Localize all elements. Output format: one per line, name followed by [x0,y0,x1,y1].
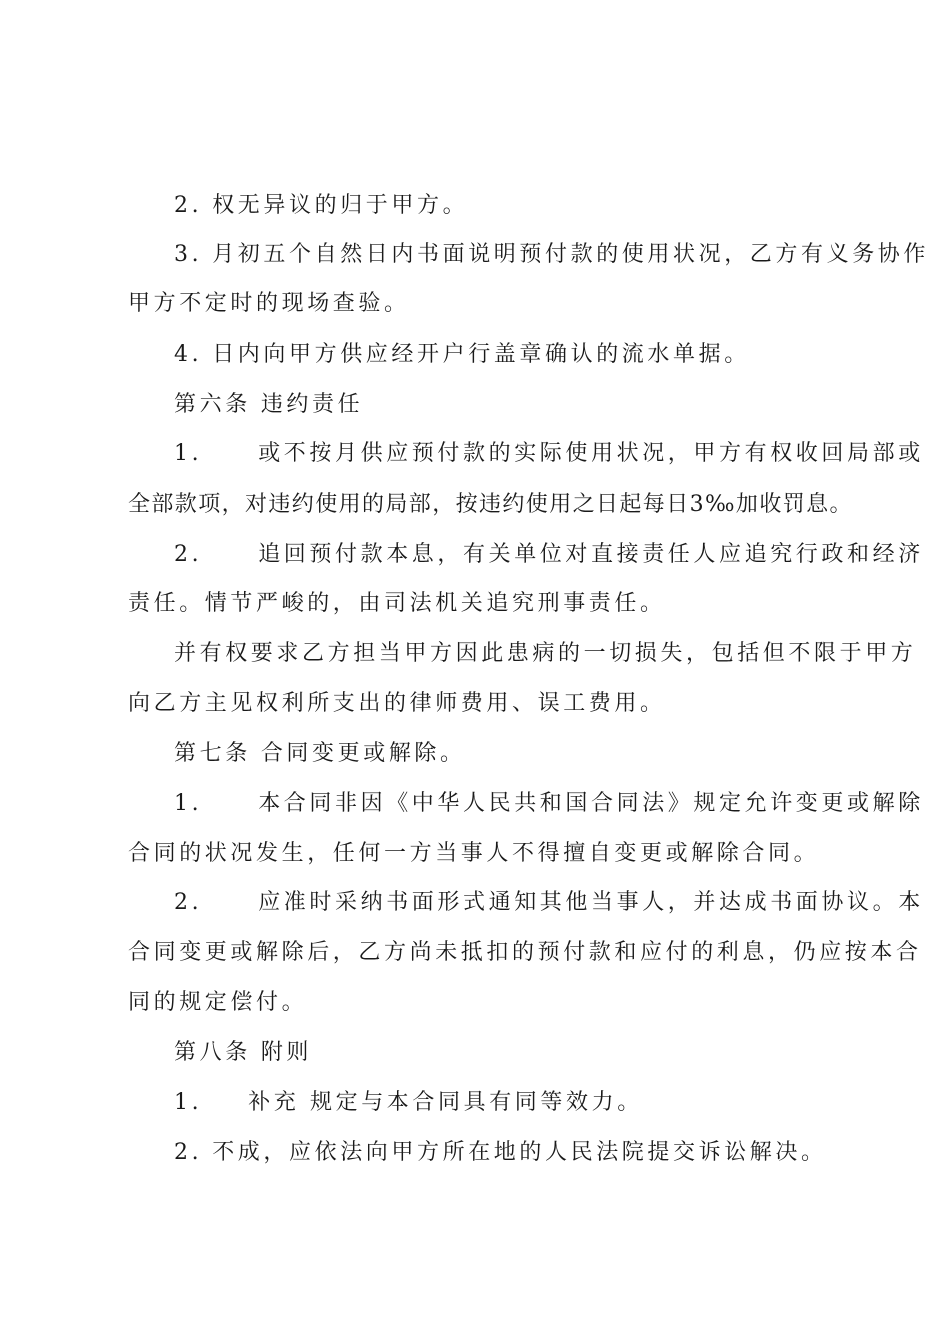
paragraph-text: 责任。情节严峻的，由司法机关追究刑事责任。 [128,591,666,616]
paragraph-item-1 [174,789,924,819]
paragraph-item-4 [174,340,750,370]
paragraph-item-1 [174,439,924,469]
paragraph-text: 日内向甲方供应经开户行盖章确认的流水单据。 [212,342,750,367]
article-title: 违约责任 [260,392,364,417]
paragraph-item-1 [174,1088,643,1118]
paragraph-text: 补充 规定与本合同具有同等效力。 [248,1090,643,1115]
item-number: 2. [174,193,203,218]
item-number: 3. [174,242,203,267]
item-number: 2. [174,890,203,915]
item-number: 1. [174,1090,203,1115]
paragraph-continuation [128,289,410,319]
paragraph-text: 并有权要求乙方担当甲方因此患病的一切损失，包括但不限于甲方 [174,641,917,666]
article-title: 合同变更或解除。 [260,741,466,766]
paragraph-text: 甲方不定时的现场查验。 [128,291,410,316]
paragraph-text: 追回预付款本息，有关单位对直接责任人应追究行政和经济 [258,542,924,567]
paragraph-item-2 [174,540,924,570]
paragraph-continuation [128,689,666,719]
paragraph-continuation [128,839,819,869]
paragraph-text: 同的规定偿付。 [128,990,308,1015]
article-heading-8 [174,1038,312,1068]
paragraph-text: 本合同非因《中华人民共和国合同法》规定允许变更或解除 [258,791,924,816]
item-number: 1. [174,791,203,816]
paragraph-text: 向乙方主见权利所支出的律师费用、误工费用。 [128,691,666,716]
paragraph-item-3 [174,240,929,270]
article-number: 第六条 [174,392,251,417]
item-number: 2. [174,1140,203,1165]
item-number: 4. [174,342,203,367]
article-heading-7 [174,739,466,769]
article-title: 附则 [260,1040,313,1065]
paragraph-text: 权无异议的归于甲方。 [212,193,469,218]
paragraph-item-2 [174,191,468,221]
paragraph-text: 或不按月供应预付款的实际使用状况，甲方有权收回局部或 [258,441,924,466]
paragraph-continuation [128,490,853,520]
paragraph-text: 全部款项，对违约使用的局部，按违约使用之日起每日3‰加收罚息。 [128,492,853,517]
paragraph-item-2 [174,888,924,918]
paragraph-text: 月初五个自然日内书面说明预付款的使用状况，乙方有义务协作 [212,242,930,267]
paragraph-text: 不成，应依法向甲方所在地的人民法院提交诉讼解决。 [212,1140,827,1165]
paragraph-continuation [128,589,666,619]
article-number: 第七条 [174,741,251,766]
paragraph-text: 合同变更或解除后，乙方尚未抵扣的预付款和应付的利息，仍应按本合 [128,940,922,965]
article-heading-6 [174,390,363,420]
item-number: 1. [174,441,203,466]
paragraph-text: 合同的状况发生，任何一方当事人不得擅自变更或解除合同。 [128,841,820,866]
paragraph-item-2 [174,1138,827,1168]
paragraph [174,639,916,669]
item-number: 2. [174,542,203,567]
paragraph-continuation [128,938,922,968]
paragraph-continuation [128,988,307,1018]
article-number: 第八条 [174,1040,251,1065]
paragraph-text: 应准时采纳书面形式通知其他当事人，并达成书面协议。本 [258,890,924,915]
